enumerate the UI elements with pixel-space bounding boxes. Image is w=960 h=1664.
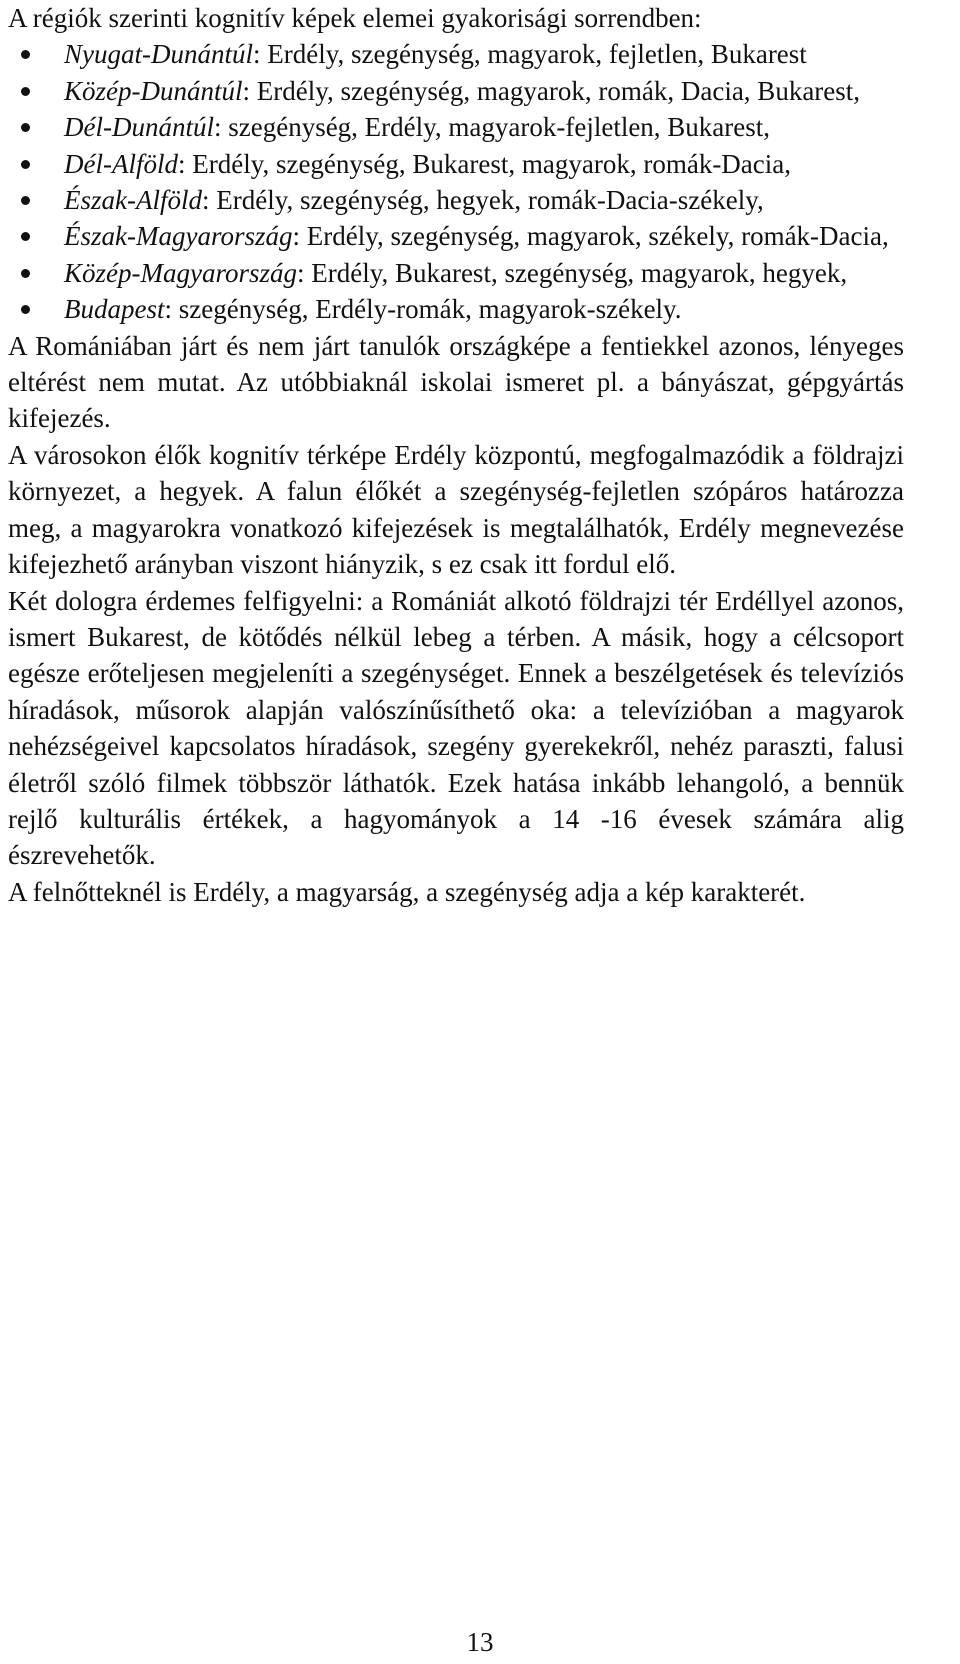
region-name: Közép-Magyarország: [64, 257, 297, 288]
region-terms: : szegénység, Erdély, magyarok-fejletlen, Bukarest,: [213, 112, 771, 143]
region-terms: : Erdély, szegénység, magyarok, székely, romák-Dacia,: [292, 221, 889, 252]
intro-line: A régiók szerinti kognitív képek elemei gyakorisági sorrendben:: [8, 3, 702, 33]
paragraph-urban-rural: A városokon élők kognitív térképe Erdély központú, megfogalmazódik a földrajzi környezet, a hegyek. A falun élőkét a szegénység-fejletlen szópáros határozza meg, a magyarokra vonatkozó kifejezések is megtalálhatók, Erdély megnevezése kifejezhető arányban viszont hiányzik, s ez csak itt fordul elő.: [8, 439, 904, 580]
list-item: [8, 291, 904, 327]
region-name: Dél-Alföld: [64, 148, 178, 179]
region-name: Budapest: [64, 294, 165, 325]
region-terms: : Erdély, szegénység, magyarok, fejletlen, Bukarest: [253, 39, 807, 70]
list-item: [8, 73, 904, 109]
list-item: [8, 146, 904, 182]
region-name: Észak-Alföld: [64, 185, 202, 216]
region-terms: : Erdély, szegénység, Bukarest, magyarok, romák-Dacia,: [177, 148, 792, 179]
region-terms: : szegénység, Erdély-romák, magyarok-székely.: [164, 294, 682, 325]
list-item: [8, 255, 904, 291]
paragraph-travel: A Romániában járt és nem járt tanulók országképe a fentiekkel azonos, lényeges eltérést nem mutat. Az utóbbiaknál iskolai ismeret pl. a bányászat, gépgyártás kifejezés.: [8, 330, 904, 434]
region-list: [8, 36, 904, 327]
region-name: Közép-Dunántúl: [64, 75, 243, 106]
list-item: [8, 36, 904, 72]
document-page: [8, 0, 904, 910]
region-terms: : Erdély, szegénység, hegyek, romák-Dacia-székely,: [201, 185, 764, 216]
paragraph-adults: A felnőtteknél is Erdély, a magyarság, a szegénység adja a kép karakterét.: [8, 876, 806, 907]
region-terms: : Erdély, Bukarest, szegénység, magyarok, hegyek,: [297, 257, 848, 288]
page-number: 13: [466, 1627, 494, 1657]
region-name: Nyugat-Dunántúl: [64, 39, 253, 70]
region-name: Észak-Magyarország: [64, 221, 293, 252]
list-item: [8, 182, 904, 218]
list-item: [8, 109, 904, 145]
region-terms: : Erdély, szegénység, magyarok, romák, Dacia, Bukarest,: [242, 75, 861, 106]
region-name: Dél-Dunántúl: [64, 112, 214, 143]
list-item: [8, 218, 904, 254]
paragraph-observations: Két dologra érdemes felfigyelni: a Romániát alkotó földrajzi tér Erdéllyel azonos, ismert Bukarest, de kötődés nélkül lebeg a térben. A másik, hogy a célcsoport egésze erőteljesen megjeleníti a szegénységet. Ennek a beszélgetések és televíziós híradások, műsorok alapján valószínűsíthető oka: a televízióban a magyarok nehézségeivel kapcsolatos híradások, szegény gyerekekről, nehéz paraszti, falusi életről szóló filmek többször láthatók. Ezek hatása inkább lehangoló, a bennük rejlő kulturális értékek, a hagyományok a 14 -16 évesek számára alig észrevehetők.: [8, 585, 904, 871]
